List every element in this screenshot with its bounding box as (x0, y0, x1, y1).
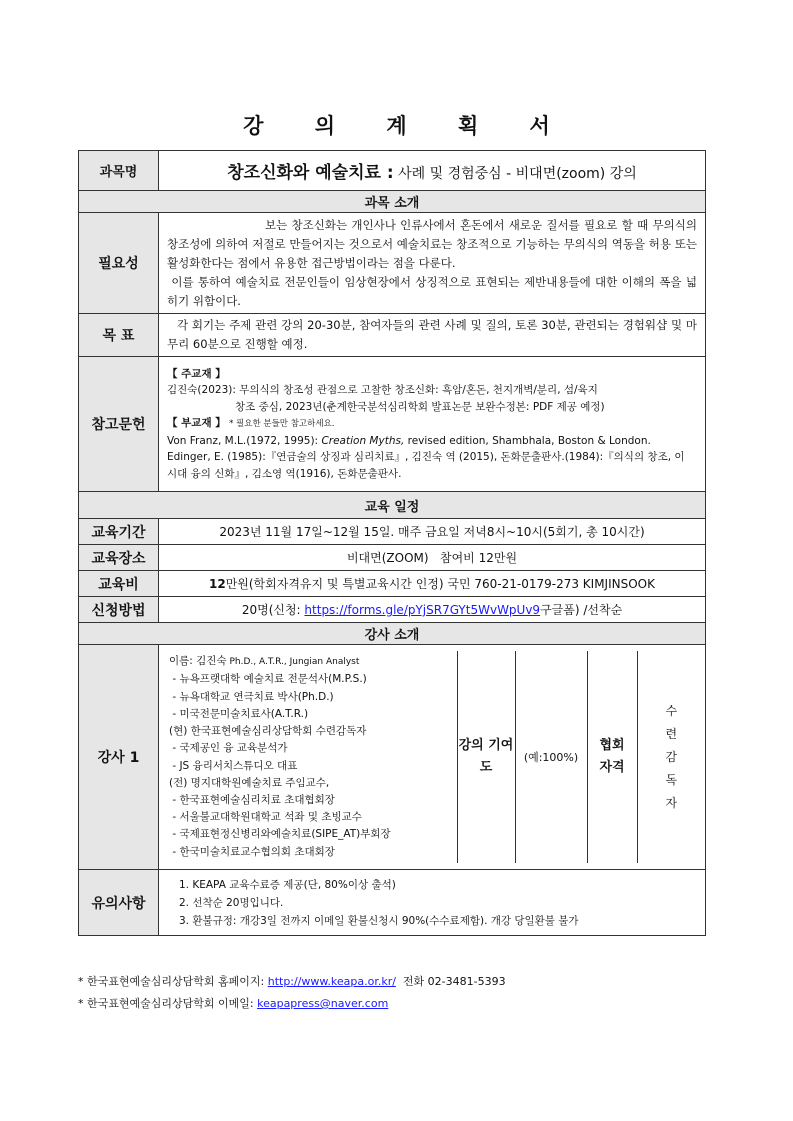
period-label: 교육기간 (79, 519, 159, 545)
instructor-career-item: - 한국미술치료교수협의회 초대회장 (169, 845, 335, 858)
instructor-cell (159, 645, 706, 870)
place-label: 교육장소 (79, 545, 159, 571)
instructor-career-item: - JS 융리서치스튜디오 대표 (169, 759, 298, 772)
notes-item: 1. KEAPA 교육수료증 제공(단, 80%이상 출석) (179, 878, 396, 891)
instructor-bio (159, 651, 457, 862)
homepage-link[interactable]: http://www.keapa.or.kr/ (267, 975, 396, 988)
necessity-label: 필요성 (79, 213, 159, 314)
instructor-career-item: (현) 한국표현예술심리상담학회 수련감독자 (169, 725, 367, 738)
contribution-value: (예:100%) (515, 651, 587, 862)
instructor-career-item: (전) 명지대학원예술치료 주임교수, (169, 776, 330, 789)
instructor-credentials: Ph.D., A.T.R., Jungian Analyst (226, 657, 360, 668)
instructor-career-item: - 뉴욕대학교 연극치료 박사(Ph.D.) (169, 690, 334, 703)
instructor-label: 강사 1 (79, 645, 159, 870)
fee-label: 교육비 (79, 571, 159, 597)
footer-email: * 한국표현예술심리상담학회 이메일: keapapress@naver.com (78, 997, 389, 1010)
place-value: 비대면(ZOOM) 참여비 12만원 (159, 545, 706, 571)
document-title: 강 의 계 획 서 (243, 114, 572, 138)
instructor-name: 이름: 김진숙 (169, 655, 227, 668)
necessity-text: 보는 창조신화는 개인사나 인류사에서 혼돈에서 새로운 질서를 필요로 할 때 무의식의 창조성에 의하여 저절로 만들어지는 것으로서 예술치료는 창조적으로 기능하는 무의식의 역동을 허용 또는 활성화한다는 점에서 유용한 접근방법이라는 점을 다룬다. (167, 217, 697, 270)
instructor-career-item: - 한국표현예술심리치료 초대협회장 (169, 793, 335, 806)
notes-list (179, 876, 685, 930)
course-name-cell (159, 151, 706, 191)
instructor-career-item: - 국제공인 융 교육분석가 (169, 742, 288, 755)
notes-item: 3. 환불규정: 개강3일 전까지 이메일 환불신청시 90%(수수료제함). 개강 당일환불 불가 (179, 914, 579, 927)
apply-form-link[interactable]: https://forms.gle/pYjSR7GYt5WvWpUv9 (304, 603, 541, 617)
references-label: 참고문헌 (79, 357, 159, 492)
reference-2: Edinger, E. (1985):『연금술의 상징과 심리치료』, 김진숙 역 (2015), 돈화문출판사.(1984):『의식의 창조, 이 시대 융의 신화』, 김소영 역(1916), 돈화문출판사. (167, 451, 685, 480)
course-label: 과목명 (79, 151, 159, 191)
fee-amount: 12 (208, 577, 226, 591)
lecture-plan-table (78, 150, 706, 936)
reference-1: Von Franz, M.L.(1972, 1995): Creation Myths, revised edition, Shambhala, Boston & London. (167, 434, 651, 447)
necessity-text-2: 이를 통하여 예술치료 전문인들이 임상현장에서 상징적으로 표현되는 제반내용들에 대한 이해의 폭을 넓히기 위함이다. (167, 274, 697, 308)
email-link[interactable]: keapapress@naver.com (257, 997, 389, 1010)
footer-homepage: * 한국표현예술심리상담학회 홈페이지: http://www.keapa.or.kr/ 전화 02-3481-5393 (78, 975, 506, 988)
qualification-char: 감 (665, 749, 678, 764)
qualification-char: 수 (665, 703, 678, 718)
notes-item: 2. 선착순 20명입니다. (179, 896, 284, 909)
fee-value-cell (159, 571, 706, 597)
goal-text-cell (159, 314, 706, 357)
sub-textbook-note: * 필요한 분들만 참고하세요. (229, 419, 335, 430)
instructor-career-list (169, 671, 447, 860)
references-cell (159, 357, 706, 492)
section-course-intro: 과목 소개 (79, 191, 706, 213)
course-name-sub: 사례 및 경험중심 - 비대면(zoom) 강의 (393, 166, 637, 182)
instructor-career-item: - 미국전문미술치료사(A.T.R.) (169, 707, 309, 720)
goal-label: 목 표 (79, 314, 159, 357)
sub-textbook-header: 【 부교재 】 (167, 417, 226, 430)
apply-label: 신청방법 (79, 597, 159, 623)
main-textbook-line1: 김진숙(2023): 무의식의 창조성 관점으로 고찰한 창조신화: 흑암/혼돈, 천지개벽/분리, 섬/육지 (167, 384, 598, 397)
qualification-label: 협회 자격 (587, 651, 637, 862)
instructor-career-item: - 뉴욕프랫대학 예술치료 전문석사(M.P.S.) (169, 673, 367, 686)
instructor-career-item: - 국제표현정신병리와예술치료(SIPE_AT)부회장 (169, 828, 391, 841)
fee-value: 만원(학회자격유지 및 특별교육시간 인정) 국민 760-21-0179-273 KIMJINSOOK (225, 577, 655, 591)
qualification-char: 독 (665, 772, 678, 787)
course-name-main: 창조신화와 예술치료 : (227, 163, 394, 183)
section-instructor: 강사 소개 (79, 623, 706, 645)
section-schedule: 교육 일정 (79, 492, 706, 519)
instructor-inner-table (159, 651, 705, 862)
notes-cell (159, 870, 706, 936)
goal-text: 각 회기는 주제 관련 강의 20-30분, 참여자들의 관련 사례 및 질의, 토론 30분, 관련되는 경험워샵 및 마무리 60분으로 진행할 예정. (167, 318, 697, 351)
period-value: 2023년 11월 17일~12월 15일. 매주 금요일 저녁8시~10시(5회기, 총 10시간) (159, 519, 706, 545)
qualification-char: 련 (665, 726, 678, 741)
instructor-career-item: - 서울불교대학원대학교 석좌 및 초빙교수 (169, 811, 362, 824)
qualification-char: 자 (665, 795, 678, 810)
necessity-text-cell (159, 213, 706, 314)
apply-value-cell: 20명(신청: https://forms.gle/pYjSR7GYt5WvWpUv9구글폼) /선착순 (159, 597, 706, 623)
notes-label: 유의사항 (79, 870, 159, 936)
main-textbook-line2: 창조 중심, 2023년(춘계한국분석심리학회 발표논문 보완수정본: PDF 제공 예정) (235, 400, 605, 413)
contribution-label: 강의 기여도 (457, 651, 515, 862)
main-textbook-header: 【 주교재 】 (167, 367, 226, 380)
qualification-value (637, 651, 705, 862)
